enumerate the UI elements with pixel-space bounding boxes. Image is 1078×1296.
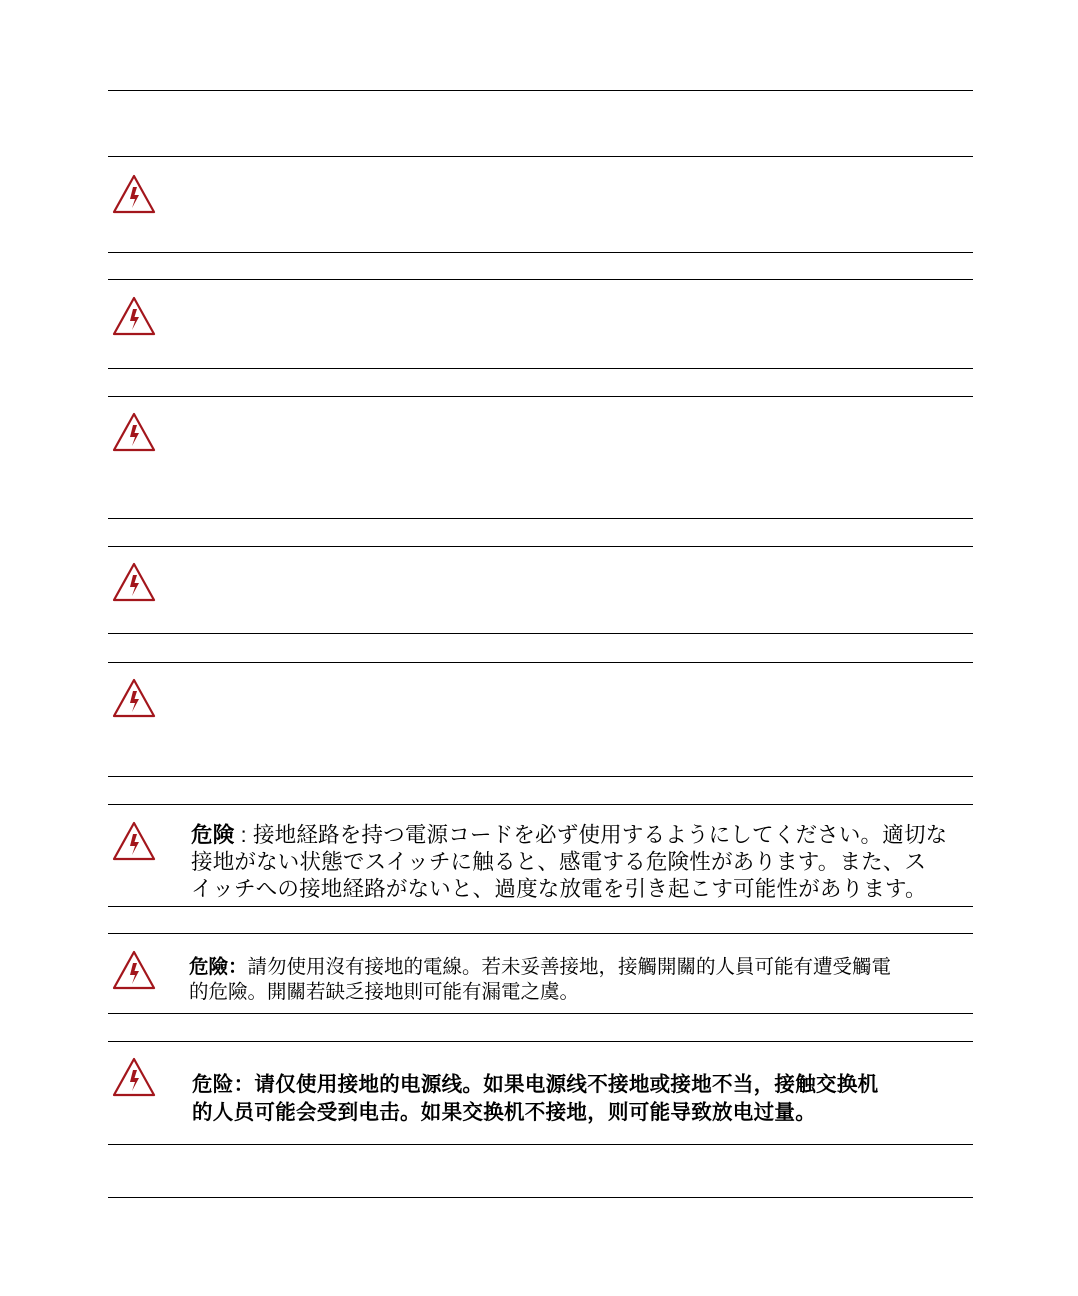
warning-text-line: 的人员可能会受到电击。如果交换机不接地，则可能导致放电过量。: [192, 1100, 816, 1124]
section-rule: [108, 804, 973, 805]
warning-text-line: 請勿使用沒有接地的電線。若未妥善接地，接觸開關的人員可能有遭受觸電: [247, 955, 892, 978]
warning-text-japanese: [191, 822, 966, 903]
section-rule: [108, 518, 973, 519]
section-rule: [108, 1144, 973, 1145]
warning-text-line: イッチへの接地経路がないと、過度な放電を引き起こす可能性があります。: [191, 877, 927, 902]
warning-label: 危險: [189, 955, 229, 978]
section-rule: [108, 156, 973, 157]
section-rule: [108, 396, 973, 397]
electrical-hazard-icon: [110, 172, 158, 216]
bottom-rule: [108, 1197, 973, 1198]
warning-text-traditional-chinese: [189, 954, 964, 1004]
warning-text-line: 的危險。開關若缺乏接地則可能有漏電之虞。: [189, 980, 580, 1003]
warning-label: 危険: [191, 823, 235, 848]
electrical-hazard-icon: [110, 819, 158, 863]
warning-text-line: 请仅使用接地的电源线。如果电源线不接地或接地不当，接触交换机: [254, 1072, 879, 1096]
warning-separator: ：: [233, 1072, 255, 1096]
section-rule: [108, 546, 973, 547]
warning-separator: :: [234, 823, 253, 847]
warning-separator: ：: [228, 955, 248, 978]
warning-text-line: 接地経路を持つ電源コードを必ず使用するようにしてください。適切な: [252, 823, 948, 848]
warning-text-line: 接地がない状態でスイッチに触ると、感電する危険性があります。また、ス: [191, 850, 927, 875]
section-rule: [108, 279, 973, 280]
electrical-hazard-icon: [110, 1055, 158, 1099]
electrical-hazard-icon: [110, 410, 158, 454]
top-rule: [108, 90, 973, 91]
section-rule: [108, 933, 973, 934]
section-rule: [108, 1013, 973, 1014]
section-rule: [108, 776, 973, 777]
electrical-hazard-icon: [110, 294, 158, 338]
section-rule: [108, 1041, 973, 1042]
electrical-hazard-icon: [110, 676, 158, 720]
electrical-hazard-icon: [110, 560, 158, 604]
section-rule: [108, 906, 973, 907]
electrical-hazard-icon: [110, 948, 158, 992]
warning-label: 危险: [192, 1072, 234, 1096]
section-rule: [108, 633, 973, 634]
section-rule: [108, 252, 973, 253]
warning-text-simplified-chinese: [192, 1070, 967, 1126]
section-rule: [108, 368, 973, 369]
section-rule: [108, 662, 973, 663]
